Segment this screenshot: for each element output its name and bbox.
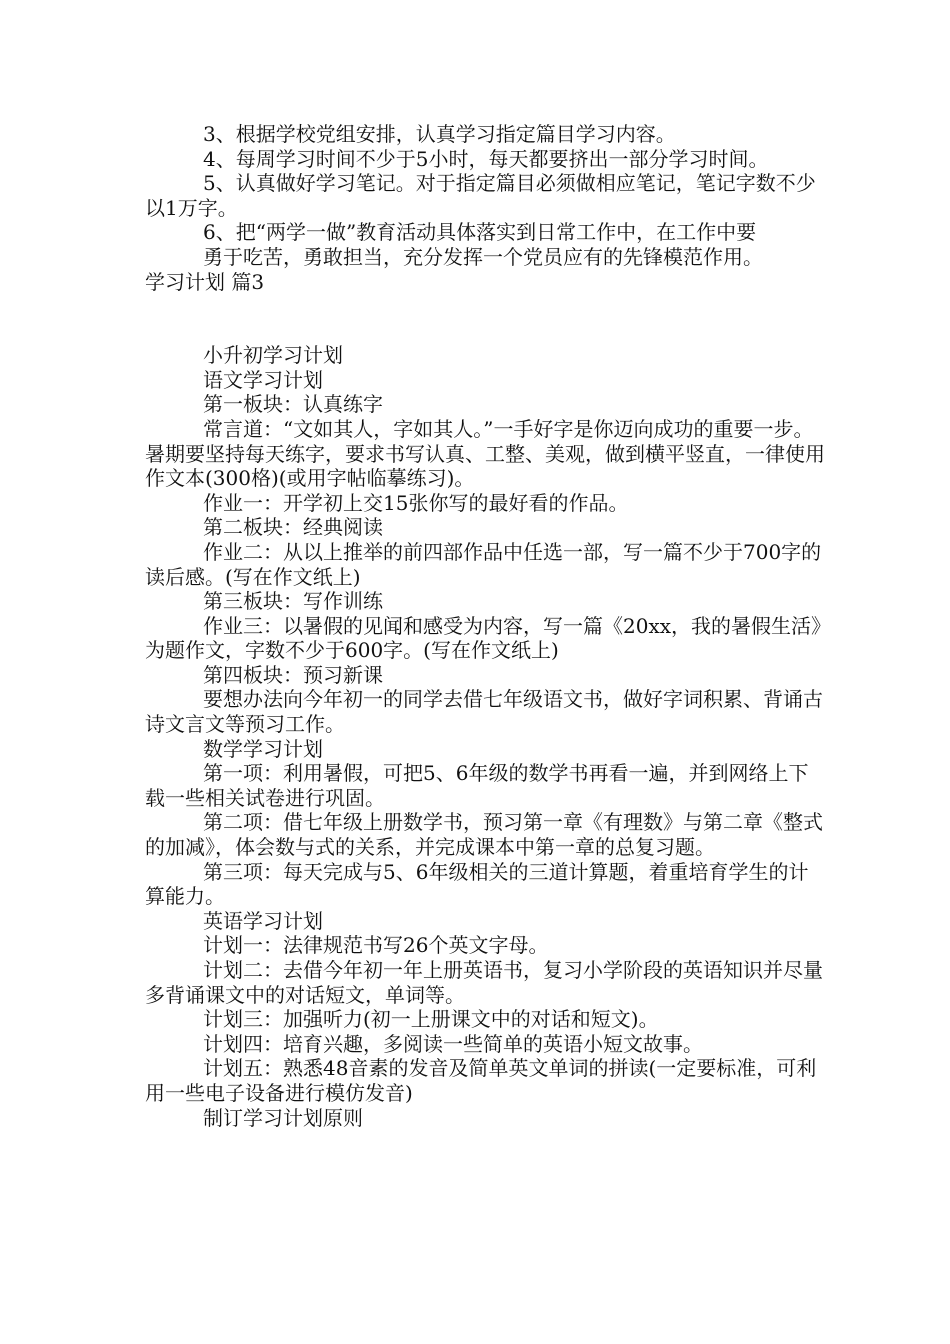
paragraph-english-item-3: 计划三：加强听力(初一上册课文中的对话和短文)。 [203,1007,659,1032]
paragraph-homework-2: 作业二：从以上推举的前四部作品中任选一部，写一篇不少于700字的读后感。(写在作文纸上) [145,539,822,589]
paragraph-item-6: 6、把“两学一做”教育活动具体落实到日常工作中，在工作中要 [203,220,757,245]
heading-block-4: 第四板块：预习新课 [203,662,383,687]
heading-math-plan: 数学学习计划 [203,736,323,761]
paragraph-homework-3: 作业三：以暑假的见闻和感受为内容，写一篇《20xx，我的暑假生活》为题作文，字数不少于600字。(写在作文纸上) [145,613,822,663]
heading-block-2: 第二板块：经典阅读 [203,515,383,540]
paragraph-homework-1: 作业一：开学初上交15张你写的最好看的作品。 [203,490,629,515]
paragraph-preview: 要想办法向今年初一的同学去借七年级语文书，做好字词积累、背诵古诗文言文等预习工作。 [145,687,823,737]
section-heading-plan-3: 学习计划 篇3 [145,269,265,294]
document-body [145,122,825,1130]
paragraph-item-5: 5、认真做好学习笔记。对于指定篇目必须做相应笔记，笔记字数不少以1万字。 [145,171,816,220]
heading-chinese-plan: 语文学习计划 [203,367,323,392]
heading-plan-principles: 制订学习计划原则 [203,1105,363,1130]
heading-block-1: 第一板块：认真练字 [203,392,383,417]
paragraph-math-item-2: 第二项：借七年级上册数学书，预习第一章《有理数》与第二章《整式的加减》，体会数与式的关系，并完成课本中第一章的总复习题。 [145,810,823,860]
section-spacer [145,294,825,343]
heading-primary-to-middle-plan: 小升初学习计划 [203,343,343,368]
paragraph-vanguard: 勇于吃苦，勇敢担当，充分发挥一个党员应有的先锋模范作用。 [203,244,763,269]
heading-english-plan: 英语学习计划 [203,908,323,933]
paragraph-english-item-1: 计划一：法律规范书写26个英文字母。 [203,933,549,958]
paragraph-item-3: 3、根据学校党组安排，认真学习指定篇目学习内容。 [203,122,676,146]
paragraph-english-item-5: 计划五：熟悉48音素的发音及简单英文单词的拼读(一定要标准，可利用一些电子设备进行模仿发音) [145,1056,817,1105]
paragraph-handwriting: 常言道：“文如其人，字如其人。”一手好字是你迈向成功的重要一步。暑期要坚持每天练字，要求书写认真、工整、美观，做到横平竖直，一律使用作文本(300格)(或用字帖临摹练习)。 [145,416,825,491]
paragraph-math-item-1: 第一项：利用暑假，可把5、6年级的数学书再看一遍，并到网络上下载一些相关试卷进行巩固。 [145,761,809,810]
paragraph-item-4: 4、每周学习时间不少于5小时，每天都要挤出一部分学习时间。 [203,146,769,171]
paragraph-english-item-2: 计划二：去借今年初一年上册英语书，复习小学阶段的英语知识并尽量多背诵课文中的对话短文，单词等。 [145,958,823,1007]
paragraph-math-item-3: 第三项：每天完成与5、6年级相关的三道计算题，着重培育学生的计算能力。 [145,859,809,909]
paragraph-english-item-4: 计划四：培育兴趣，多阅读一些简单的英语小短文故事。 [203,1031,703,1056]
heading-block-3: 第三板块：写作训练 [203,589,383,614]
